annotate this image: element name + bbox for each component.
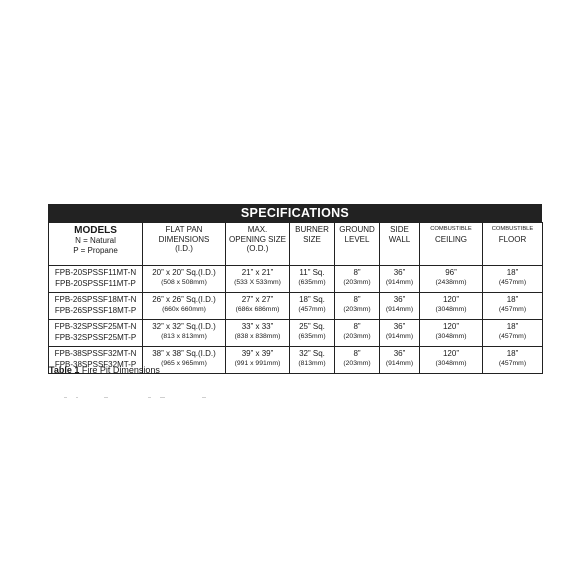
burner-size-cell: 32” Sq. (813mm) bbox=[290, 347, 335, 374]
specifications-header: SPECIFICATIONS bbox=[48, 204, 542, 222]
table-row bbox=[49, 320, 543, 347]
scan-artifact bbox=[64, 397, 67, 398]
scan-artifact bbox=[76, 397, 78, 398]
opening-size-cell: 33” x 33” (838 x 838mm) bbox=[226, 320, 290, 347]
ceiling-cell: 120” (3048mm) bbox=[420, 320, 483, 347]
burner-size-cell: 18” Sq. (457mm) bbox=[290, 293, 335, 320]
ceiling-cell: 120” (3048mm) bbox=[420, 293, 483, 320]
ground-level-cell: 8” (203mm) bbox=[335, 347, 380, 374]
column-header-combustible-ceiling: COMBUSTIBLE CEILING bbox=[420, 223, 483, 266]
floor-cell: 18” (457mm) bbox=[483, 293, 543, 320]
model-cell: FPB-26SPSSF18MT-N FPB-26SPSSF18MT-P bbox=[49, 293, 143, 320]
model-cell: FPB-20SPSSF11MT-N FPB-20SPSSF11MT-P bbox=[49, 266, 143, 293]
scan-artifact bbox=[104, 397, 108, 398]
flat-pan-cell: 20” x 20” Sq.(I.D.) (508 x 508mm) bbox=[143, 266, 226, 293]
table-header-row bbox=[49, 223, 543, 266]
column-header-combustible-floor: COMBUSTIBLE FLOOR bbox=[483, 223, 543, 266]
ceiling-cell: 96” (2438mm) bbox=[420, 266, 483, 293]
model-cell: FPB-38SPSSF32MT-N FPB-38SPSSF32MT-P bbox=[49, 347, 143, 374]
opening-size-cell: 39” x 39” (991 x 991mm) bbox=[226, 347, 290, 374]
ground-level-cell: 8” (203mm) bbox=[335, 266, 380, 293]
column-header-ground-level: GROUND LEVEL bbox=[335, 223, 380, 266]
opening-size-cell: 21” x 21” (533 X 533mm) bbox=[226, 266, 290, 293]
caption-text: Fire Pit Dimensions bbox=[81, 365, 160, 375]
specifications-section bbox=[48, 204, 542, 374]
flat-pan-cell: 26” x 26” Sq.(I.D.) (660x 660mm) bbox=[143, 293, 226, 320]
scan-artifact bbox=[202, 397, 206, 398]
scan-artifact bbox=[148, 397, 151, 398]
floor-cell: 18” (457mm) bbox=[483, 266, 543, 293]
table-row bbox=[49, 266, 543, 293]
side-wall-cell: 36” (914mm) bbox=[380, 320, 420, 347]
opening-size-cell: 27” x 27” (686x 686mm) bbox=[226, 293, 290, 320]
scan-artifact bbox=[160, 397, 165, 398]
burner-size-cell: 11” Sq. (635mm) bbox=[290, 266, 335, 293]
ground-level-cell: 8” (203mm) bbox=[335, 293, 380, 320]
ceiling-cell: 120” (3048mm) bbox=[420, 347, 483, 374]
column-header-models: MODELS N = Natural P = Propane bbox=[49, 223, 143, 266]
column-header-opening-size: MAX. OPENING SIZE (O.D.) bbox=[226, 223, 290, 266]
side-wall-cell: 36” (914mm) bbox=[380, 347, 420, 374]
column-header-side-wall: SIDE WALL bbox=[380, 223, 420, 266]
burner-size-cell: 25” Sq. (635mm) bbox=[290, 320, 335, 347]
scan-artifacts bbox=[64, 397, 214, 399]
side-wall-cell: 36” (914mm) bbox=[380, 266, 420, 293]
floor-cell: 18” (457mm) bbox=[483, 320, 543, 347]
column-header-burner-size: BURNER SIZE bbox=[290, 223, 335, 266]
flat-pan-cell: 38” x 38” Sq.(I.D.) (965 x 965mm) bbox=[143, 347, 226, 374]
model-cell: FPB-32SPSSF25MT-N FPB-32SPSSF25MT-P bbox=[49, 320, 143, 347]
column-header-flat-pan: FLAT PAN DIMENSIONS (I.D.) bbox=[143, 223, 226, 266]
side-wall-cell: 36” (914mm) bbox=[380, 293, 420, 320]
caption-label: Table 1 bbox=[49, 365, 80, 375]
flat-pan-cell: 32” x 32” Sq.(I.D.) (813 x 813mm) bbox=[143, 320, 226, 347]
table-row bbox=[49, 293, 543, 320]
floor-cell: 18” (457mm) bbox=[483, 347, 543, 374]
table-caption bbox=[49, 365, 160, 375]
specifications-table bbox=[48, 222, 543, 374]
ground-level-cell: 8” (203mm) bbox=[335, 320, 380, 347]
